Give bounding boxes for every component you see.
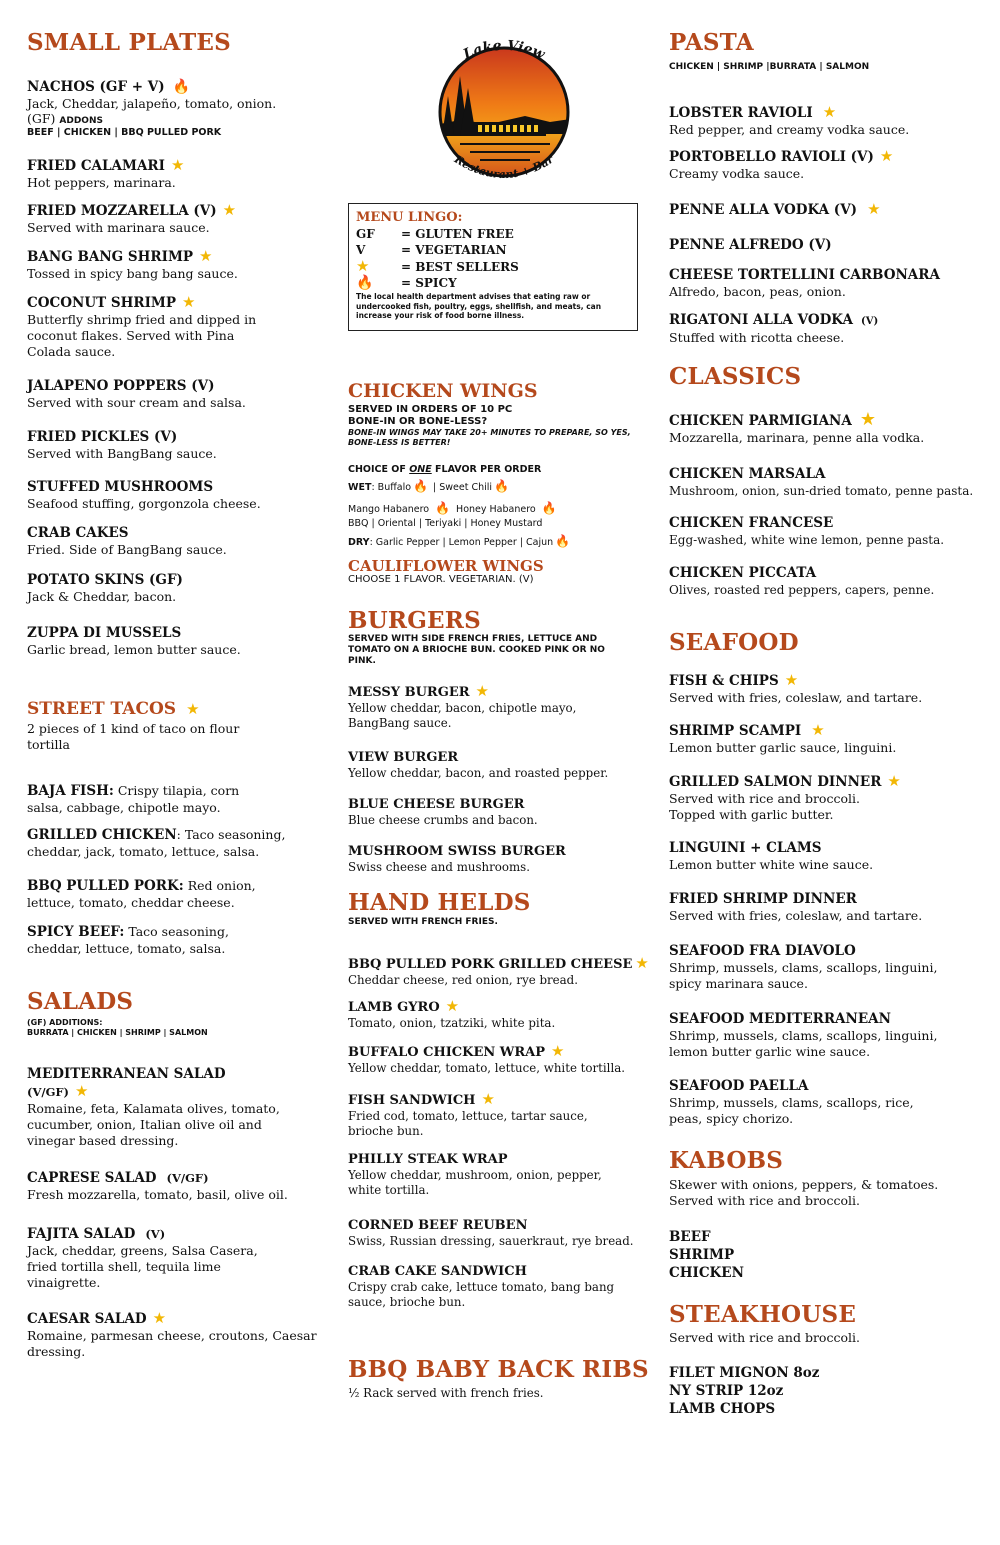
- section-title-salads: SALADS: [27, 988, 134, 1015]
- menu-item: JALAPENO POPPERS (V) Served with sour cream and salsa.: [27, 378, 246, 410]
- flame-icon: 🔥: [494, 479, 509, 493]
- star-icon: ★: [152, 1309, 167, 1327]
- menu-item: CAESAR SALAD ★ Romaine, parmesan cheese, croutons, Caesar dressing.: [27, 1309, 317, 1359]
- menu-item: CHICKEN PICCATA Olives, roasted red peppers, capers, penne.: [669, 565, 935, 597]
- menu-item: LAMB GYRO ★ Tomato, onion, tzatziki, white pita.: [348, 997, 556, 1030]
- list-item: FILET MIGNON 8oz: [669, 1365, 820, 1381]
- star-icon: ★: [75, 1082, 89, 1100]
- list-item: NY STRIP 12oz: [669, 1383, 784, 1399]
- section-title-seafood: SEAFOOD: [669, 629, 799, 656]
- menu-item: FISH SANDWICH ★ Fried cod, tomato, lettuce, tartar sauce, brioche bun.: [348, 1090, 588, 1138]
- star-icon: ★: [356, 257, 370, 275]
- menu-item: GRILLED SALMON DINNER ★ Served with rice and broccoli. Topped with garlic butter.: [669, 772, 901, 822]
- kabobs-desc: Skewer with onions, peppers, & tomatoes. Served with rice and broccoli.: [669, 1177, 939, 1208]
- star-icon: ★: [635, 954, 649, 972]
- menu-lingo-box: [348, 203, 638, 331]
- menu-item: SHRIMP SCAMPI ★ Lemon butter garlic sauce, linguini.: [669, 721, 897, 755]
- section-title-pasta: PASTA: [669, 29, 754, 56]
- menu-item: RIGATONI ALLA VODKA (V) Stuffed with ricotta cheese.: [669, 312, 879, 345]
- menu-item: MESSY BURGER ★ Yellow cheddar, bacon, chipotle mayo, BangBang sauce.: [348, 682, 577, 730]
- section-title-kabobs: KABOBS: [669, 1147, 784, 1174]
- star-icon: ★: [551, 1042, 565, 1060]
- menu-item: CRAB CAKE SANDWICH Crispy crab cake, lettuce tomato, bang bang sauce, brioche bun.: [348, 1264, 615, 1309]
- star-icon: ★: [811, 721, 825, 739]
- star-icon: ★: [859, 409, 877, 430]
- menu-item: BBQ PULLED PORK GRILLED CHEESE ★ Cheddar cheese, red onion, rye bread.: [348, 954, 649, 987]
- menu-item: SEAFOOD PAELLA Shrimp, mussels, clams, scallops, rice, peas, spicy chorizo.: [669, 1078, 914, 1126]
- menu-item: FRIED MOZZARELLA (V) ★ Served with marinara sauce.: [27, 201, 237, 235]
- menu-item: CHEESE TORTELLINI CARBONARA Alfredo, bacon, peas, onion.: [669, 267, 940, 299]
- restaurant-logo: [430, 36, 578, 186]
- salads-note: (GF) ADDITIONS: BURRATA | CHICKEN | SHRIMP | SALMON: [27, 1018, 208, 1037]
- menu-item: CHICKEN FRANCESE Egg-washed, white wine lemon, penne pasta.: [669, 515, 945, 547]
- flame-icon: 🔥: [541, 501, 557, 515]
- menu-item: STUFFED MUSHROOMS Seafood stuffing, gorgonzola cheese.: [27, 479, 261, 511]
- menu-item: SEAFOOD MEDITERRANEAN Shrimp, mussels, clams, scallops, linguini, lemon butter garlic wine sauce.: [669, 1011, 938, 1059]
- menu-item: FRIED SHRIMP DINNER Served with fries, coleslaw, and tartare.: [669, 891, 923, 923]
- menu-item: PENNE ALFREDO (V): [669, 237, 832, 253]
- section-title-chicken-wings: CHICKEN WINGS: [348, 380, 538, 402]
- menu-item: BLUE CHEESE BURGER Blue cheese crumbs and bacon.: [348, 797, 538, 827]
- logo-top-text: Lake View: [461, 37, 547, 63]
- lingo-row-v: V = VEGETARIAN: [356, 243, 507, 257]
- flame-icon: 🔥: [555, 534, 571, 548]
- menu-item: LINGUINI + CLAMS Lemon butter white wine sauce.: [669, 840, 874, 872]
- menu-item: POTATO SKINS (GF) Jack & Cheddar, bacon.: [27, 572, 183, 604]
- menu-item: FRIED PICKLES (V) Served with BangBang sauce.: [27, 429, 217, 461]
- star-icon: ★: [186, 700, 200, 718]
- star-icon: ★: [887, 772, 901, 790]
- menu-item: SEAFOOD FRA DIAVOLO Shrimp, mussels, clams, scallops, linguini, spicy marinara sauce.: [669, 943, 938, 991]
- star-icon: ★: [222, 201, 237, 219]
- flame-icon: 🔥: [435, 501, 451, 515]
- section-title-burgers: BURGERS: [348, 607, 481, 634]
- taco-item: BBQ PULLED PORK: Red onion, lettuce, tomato, cheddar cheese.: [27, 878, 256, 910]
- list-item: LAMB CHOPS: [669, 1401, 776, 1417]
- flame-icon: 🔥: [413, 479, 428, 493]
- menu-item: CHICKEN MARSALA Mushroom, onion, sun-dried tomato, penne pasta.: [669, 466, 974, 498]
- lingo-row-flame: 🔥 = SPICY: [356, 275, 457, 291]
- menu-lingo-title: MENU LINGO:: [356, 210, 463, 225]
- menu-item: PENNE ALLA VODKA (V) ★: [669, 200, 881, 218]
- menu-item-nachos: NACHOS (GF + V) 🔥 Jack, Cheddar, jalapeño, tomato, onion. (GF) ADDONS BEEF | CHICKEN | BBQ PULLED PORK: [27, 79, 277, 138]
- menu-item: VIEW BURGER Yellow cheddar, bacon, and roasted pepper.: [348, 750, 609, 780]
- health-advisory-note: The local health department advises that eating raw or undercooked fish, poultry, eggs, shellfish, and meats, can increase your risk of food borne illness.: [356, 292, 602, 320]
- list-item: SHRIMP: [669, 1247, 735, 1263]
- star-icon: ★: [822, 103, 837, 121]
- menu-item: FRIED CALAMARI ★ Hot peppers, marinara.: [27, 156, 185, 190]
- star-icon: ★: [170, 156, 185, 174]
- wing-flavors: CHOICE OF ONE FLAVOR PER ORDER WET: Buffalo 🔥 | Sweet Chili 🔥 Mango Habanero 🔥 Honey Habanero 🔥 BBQ | Oriental | Teriyaki | Honey Mustard DRY: Garlic Pepper | Lemon Pepper | Cajun 🔥: [348, 464, 571, 548]
- section-title-small-plates: SMALL PLATES: [27, 29, 231, 56]
- menu-item: CAPRESE SALAD (V/GF) Fresh mozzarella, tomato, basil, olive oil.: [27, 1170, 288, 1202]
- list-item: CHICKEN: [669, 1265, 744, 1281]
- section-title-classics: CLASSICS: [669, 363, 802, 390]
- menu-item: MUSHROOM SWISS BURGER Swiss cheese and mushrooms.: [348, 844, 566, 874]
- lingo-row-star: ★ = BEST SELLERS: [356, 257, 519, 275]
- menu-item: FISH & CHIPS ★ Served with fries, coleslaw, and tartare.: [669, 671, 923, 705]
- menu-item: PHILLY STEAK WRAP Yellow cheddar, mushroom, onion, pepper, white tortilla.: [348, 1152, 602, 1197]
- section-title-cauliflower-wings: CAULIFLOWER WINGS: [348, 557, 544, 575]
- section-title-street-tacos: STREET TACOS ★: [27, 699, 200, 719]
- menu-item: LOBSTER RAVIOLI ★ Red pepper, and creamy vodka sauce.: [669, 103, 910, 137]
- taco-item: SPICY BEEF: Taco seasoning, cheddar, lettuce, tomato, salsa.: [27, 924, 229, 956]
- burgers-note: SERVED WITH SIDE FRENCH FRIES, LETTUCE AND TOMATO ON A BRIOCHE BUN. COOKED PINK OR NO PINK.: [348, 634, 605, 666]
- star-icon: ★: [879, 147, 894, 165]
- menu-item: CHICKEN PARMIGIANA ★ Mozzarella, marinara, penne alla vodka.: [669, 409, 925, 445]
- kabob-options: [669, 1228, 989, 1282]
- star-icon: ★: [445, 997, 460, 1015]
- menu-item: FAJITA SALAD (V) Jack, cheddar, greens, Salsa Casera, fried tortilla shell, tequila lime vinaigrette.: [27, 1226, 258, 1290]
- menu-item: CORNED BEEF REUBEN Swiss, Russian dressing, sauerkraut, rye bread.: [348, 1218, 634, 1248]
- taco-item: BAJA FISH: Crispy tilapia, corn salsa, cabbage, chipotle mayo.: [27, 783, 240, 815]
- list-item: BEEF: [669, 1229, 711, 1245]
- ribs-desc: ½ Rack served with french fries.: [348, 1386, 544, 1400]
- logo-bottom-text: Restaurant + Bar: [452, 152, 556, 182]
- star-icon: ★: [475, 682, 489, 700]
- menu-item: BANG BANG SHRIMP ★ Tossed in spicy bang bang sauce.: [27, 247, 238, 281]
- star-icon: ★: [481, 1090, 495, 1108]
- menu-item: COCONUT SHRIMP ★ Butterfly shrimp fried and dipped in coconut flakes. Served with Pina Colada sauce.: [27, 293, 257, 359]
- flame-icon: 🔥: [172, 79, 191, 95]
- star-icon: ★: [199, 247, 213, 265]
- section-title-bbq-baby-back-ribs: BBQ BABY BACK RIBS: [348, 1356, 649, 1383]
- flame-icon: 🔥: [356, 275, 374, 291]
- steakhouse-desc: Served with rice and broccoli.: [669, 1330, 860, 1345]
- street-tacos-note: 2 pieces of 1 kind of taco on flour tortilla: [27, 721, 240, 752]
- steakhouse-options: [669, 1364, 989, 1418]
- menu-item: CRAB CAKES Fried. Side of BangBang sauce.: [27, 525, 227, 557]
- pasta-note: CHICKEN | SHRIMP |BURRATA | SALMON: [669, 62, 870, 72]
- taco-item: GRILLED CHICKEN: Taco seasoning, cheddar, jack, tomato, lettuce, salsa.: [27, 827, 286, 859]
- menu-item: PORTOBELLO RAVIOLI (V) ★ Creamy vodka sauce.: [669, 147, 894, 181]
- star-icon: ★: [867, 200, 881, 218]
- cauliflower-wings-note: CHOOSE 1 FLAVOR. VEGETARIAN. (V): [348, 574, 534, 585]
- star-icon: ★: [182, 293, 196, 311]
- chicken-wings-notes: SERVED IN ORDERS OF 10 PC BONE-IN OR BONE-LESS? BONE-IN WINGS MAY TAKE 20+ MINUTES TO PREPARE, SO YES, BONE-LESS IS BETTER!: [348, 404, 631, 447]
- section-title-steakhouse: STEAKHOUSE: [669, 1301, 857, 1328]
- hand-helds-note: SERVED WITH FRENCH FRIES.: [348, 917, 498, 927]
- menu-item: ZUPPA DI MUSSELS Garlic bread, lemon butter sauce.: [27, 625, 241, 657]
- menu-item: MEDITERRANEAN SALAD (V/GF) ★ Romaine, feta, Kalamata olives, tomato, cucumber, onion, Italian olive oil and vinegar based dressing.: [27, 1066, 280, 1148]
- logo-graphic: [430, 36, 578, 186]
- star-icon: ★: [784, 671, 799, 689]
- section-title-hand-helds: HAND HELDS: [348, 889, 531, 916]
- menu-item: BUFFALO CHICKEN WRAP ★ Yellow cheddar, tomato, lettuce, white tortilla.: [348, 1042, 625, 1075]
- lingo-row-gf: GF = GLUTEN FREE: [356, 227, 514, 241]
